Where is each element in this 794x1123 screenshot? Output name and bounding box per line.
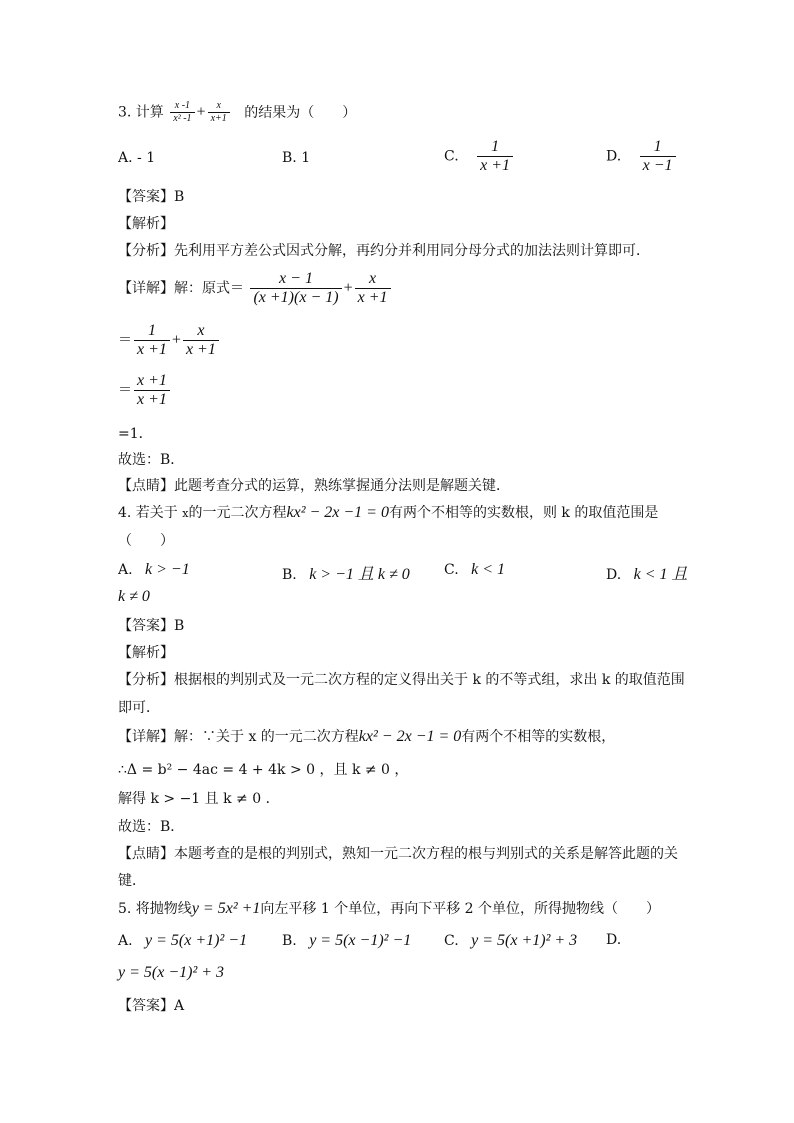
q3-analysis: 【分析】先利用平方差公式因式分解，再约分并利用同分母分式的加法法则计算即可． bbox=[118, 243, 650, 259]
q3-prefix: 3. 计算 bbox=[118, 104, 164, 121]
q3-s2-f2-den: x +1 bbox=[183, 340, 219, 359]
q5-option-d-label: D. bbox=[606, 932, 622, 948]
q4-option-d bbox=[606, 561, 688, 584]
q3-frac1-num: x -1 bbox=[174, 100, 191, 111]
q5-option-b bbox=[282, 932, 411, 950]
q5-option-d-continued: y = 5(x −1)² + 3 bbox=[118, 964, 225, 981]
q4-option-d-continued: k ≠ 0 bbox=[118, 588, 150, 605]
q3-option-c-den: x +1 bbox=[477, 156, 513, 175]
q4-stem-line-1 bbox=[118, 502, 658, 522]
q3-option-d-fraction bbox=[640, 138, 676, 175]
q3-detail-prefix: 【详解】解：原式＝ bbox=[118, 280, 244, 297]
q4-detail-suffix: 有两个不相等的实数根， bbox=[461, 729, 616, 745]
q3-s2-plus: + bbox=[171, 331, 181, 349]
q5-stem-prefix: 5. 将抛物线 bbox=[118, 901, 192, 917]
q3-fraction-1 bbox=[170, 100, 194, 125]
q3-s2-f1-num: 1 bbox=[147, 322, 156, 339]
q3-detail-line-2 bbox=[118, 322, 221, 359]
q4-detail-line-1 bbox=[118, 726, 615, 746]
q4-stem-equation: kx² − 2x −1 = 0 bbox=[286, 504, 389, 521]
q3-option-b: B. 1 bbox=[282, 150, 311, 166]
q3-detail-line-1 bbox=[118, 270, 393, 307]
q3-detail-line-3 bbox=[118, 372, 172, 409]
q5-answer: 【答案】A bbox=[118, 998, 185, 1014]
q3-comment: 【点睛】此题考查分式的运算，熟练掌握通分法则是解题关键． bbox=[118, 478, 510, 494]
q4-stem-suffix: 有两个不相等的实数根，则 k 的取值范围是 bbox=[388, 505, 659, 521]
q3-option-c bbox=[444, 138, 515, 175]
q3-d2-den: x +1 bbox=[355, 288, 391, 307]
q3-option-c-label: C. bbox=[444, 148, 459, 165]
q4-analysis-line-1: 【分析】根据根的判别式及一元二次方程的定义得出关于 k 的不等式组，求出 k 的取值范围 bbox=[118, 672, 685, 688]
q3-choose: 故选：B． bbox=[118, 452, 185, 468]
q3-frac1-den: x² -1 bbox=[170, 112, 194, 125]
q3-detail-fraction-2 bbox=[355, 270, 391, 307]
q3-frac2-den: x+1 bbox=[208, 112, 230, 125]
q4-stem-line-2: （ ） bbox=[118, 533, 174, 549]
q3-s3-fraction bbox=[134, 372, 170, 409]
q3-option-a: A. - 1 bbox=[118, 150, 156, 166]
q4-option-b-text: k > −1 且 k ≠ 0 bbox=[309, 566, 410, 583]
q4-analysis-header: 【解析】 bbox=[118, 645, 174, 661]
q4-option-c bbox=[444, 561, 505, 579]
q5-option-a-text: y = 5(x +1)² −1 bbox=[145, 932, 248, 949]
q4-comment-line-2: 键． bbox=[118, 873, 146, 889]
q4-option-d-text: k < 1 且 bbox=[633, 566, 688, 583]
q4-stem-mid: 的一元二次方程 bbox=[188, 505, 287, 521]
q4-option-b-label: B. bbox=[282, 567, 297, 583]
q3-plus: + bbox=[196, 103, 206, 121]
q3-s2-f1-den: x +1 bbox=[134, 340, 170, 359]
q3-option-d-num: 1 bbox=[653, 138, 662, 155]
q4-option-c-label: C. bbox=[444, 562, 459, 578]
q3-fraction-2 bbox=[208, 100, 230, 125]
q5-stem bbox=[118, 898, 660, 918]
q5-stem-equation: y = 5x² +1 bbox=[191, 900, 261, 917]
q3-s2-fraction-1 bbox=[134, 322, 170, 359]
q3-d1-den: (x +1)(x − 1) bbox=[250, 288, 341, 307]
q3-option-d-label: D. bbox=[606, 148, 622, 165]
q4-option-b bbox=[282, 561, 410, 584]
q3-frac2-num: x bbox=[216, 100, 221, 111]
q3-d1-plus: + bbox=[343, 279, 353, 297]
q4-detail-prefix: 【详解】解：∵关于 x 的一元二次方程 bbox=[118, 729, 359, 745]
q3-d1-num: x − 1 bbox=[279, 270, 313, 287]
q4-comment-line-1: 【点睛】本题考查的是根的判别式，熟知一元二次方程的根与判别式的关系是解答此题的关 bbox=[118, 846, 678, 862]
q4-option-a-label: A. bbox=[118, 562, 133, 578]
q3-detail-line-4: =1． bbox=[118, 426, 153, 442]
q5-stem-suffix: 向左平移 1 个单位，再向下平移 2 个单位，所得抛物线（ ） bbox=[260, 901, 661, 917]
q4-option-a-text: k > −1 bbox=[145, 561, 190, 578]
q3-analysis-header: 【解析】 bbox=[118, 216, 174, 232]
q4-stem-x: x bbox=[182, 507, 189, 520]
q4-analysis-line-2: 即可． bbox=[118, 700, 160, 716]
q5-option-b-text: y = 5(x −1)² −1 bbox=[309, 932, 412, 949]
q3-s3-den: x +1 bbox=[134, 390, 170, 409]
q5-option-a-label: A. bbox=[118, 933, 133, 949]
q3-s2-fraction-2 bbox=[183, 322, 219, 359]
q4-option-c-text: k < 1 bbox=[471, 561, 506, 578]
q3-option-d bbox=[606, 138, 678, 175]
q5-option-c bbox=[444, 932, 577, 950]
q3-s3-num: x +1 bbox=[137, 372, 167, 389]
q3-detail-fraction-1 bbox=[250, 270, 341, 307]
q4-stem-prefix: 4. 若关于 bbox=[118, 505, 178, 521]
q3-option-c-fraction bbox=[477, 138, 513, 175]
q3-stem bbox=[118, 100, 356, 125]
q4-choose: 故选：B． bbox=[118, 819, 185, 835]
q5-option-c-label: C. bbox=[444, 933, 459, 949]
q3-d2-num: x bbox=[368, 270, 377, 287]
q4-answer: 【答案】B bbox=[118, 618, 185, 634]
q4-option-a bbox=[118, 561, 190, 579]
q5-option-d bbox=[606, 932, 621, 948]
q3-option-d-den: x −1 bbox=[640, 156, 676, 175]
q3-s3-eq: ＝ bbox=[118, 382, 132, 399]
q4-detail-equation: kx² − 2x −1 = 0 bbox=[358, 728, 462, 745]
q4-detail-line-3: 解得 k > −1 且 k ≠ 0 ． bbox=[118, 791, 280, 807]
q5-option-a bbox=[118, 932, 247, 950]
q3-answer: 【答案】B bbox=[118, 189, 185, 205]
q3-s2-eq: ＝ bbox=[118, 332, 132, 349]
q3-suffix: 的结果为（ ） bbox=[244, 104, 357, 121]
q5-option-c-text: y = 5(x +1)² + 3 bbox=[471, 932, 578, 949]
q3-s2-f2-num: x bbox=[197, 322, 205, 339]
q4-detail-line-2: ∴Δ = b² − 4ac = 4 + 4k > 0 ，且 k ≠ 0 ， bbox=[118, 762, 409, 778]
q3-option-c-num: 1 bbox=[491, 138, 500, 155]
q4-option-d-label: D. bbox=[606, 567, 622, 583]
q5-option-b-label: B. bbox=[282, 933, 297, 949]
